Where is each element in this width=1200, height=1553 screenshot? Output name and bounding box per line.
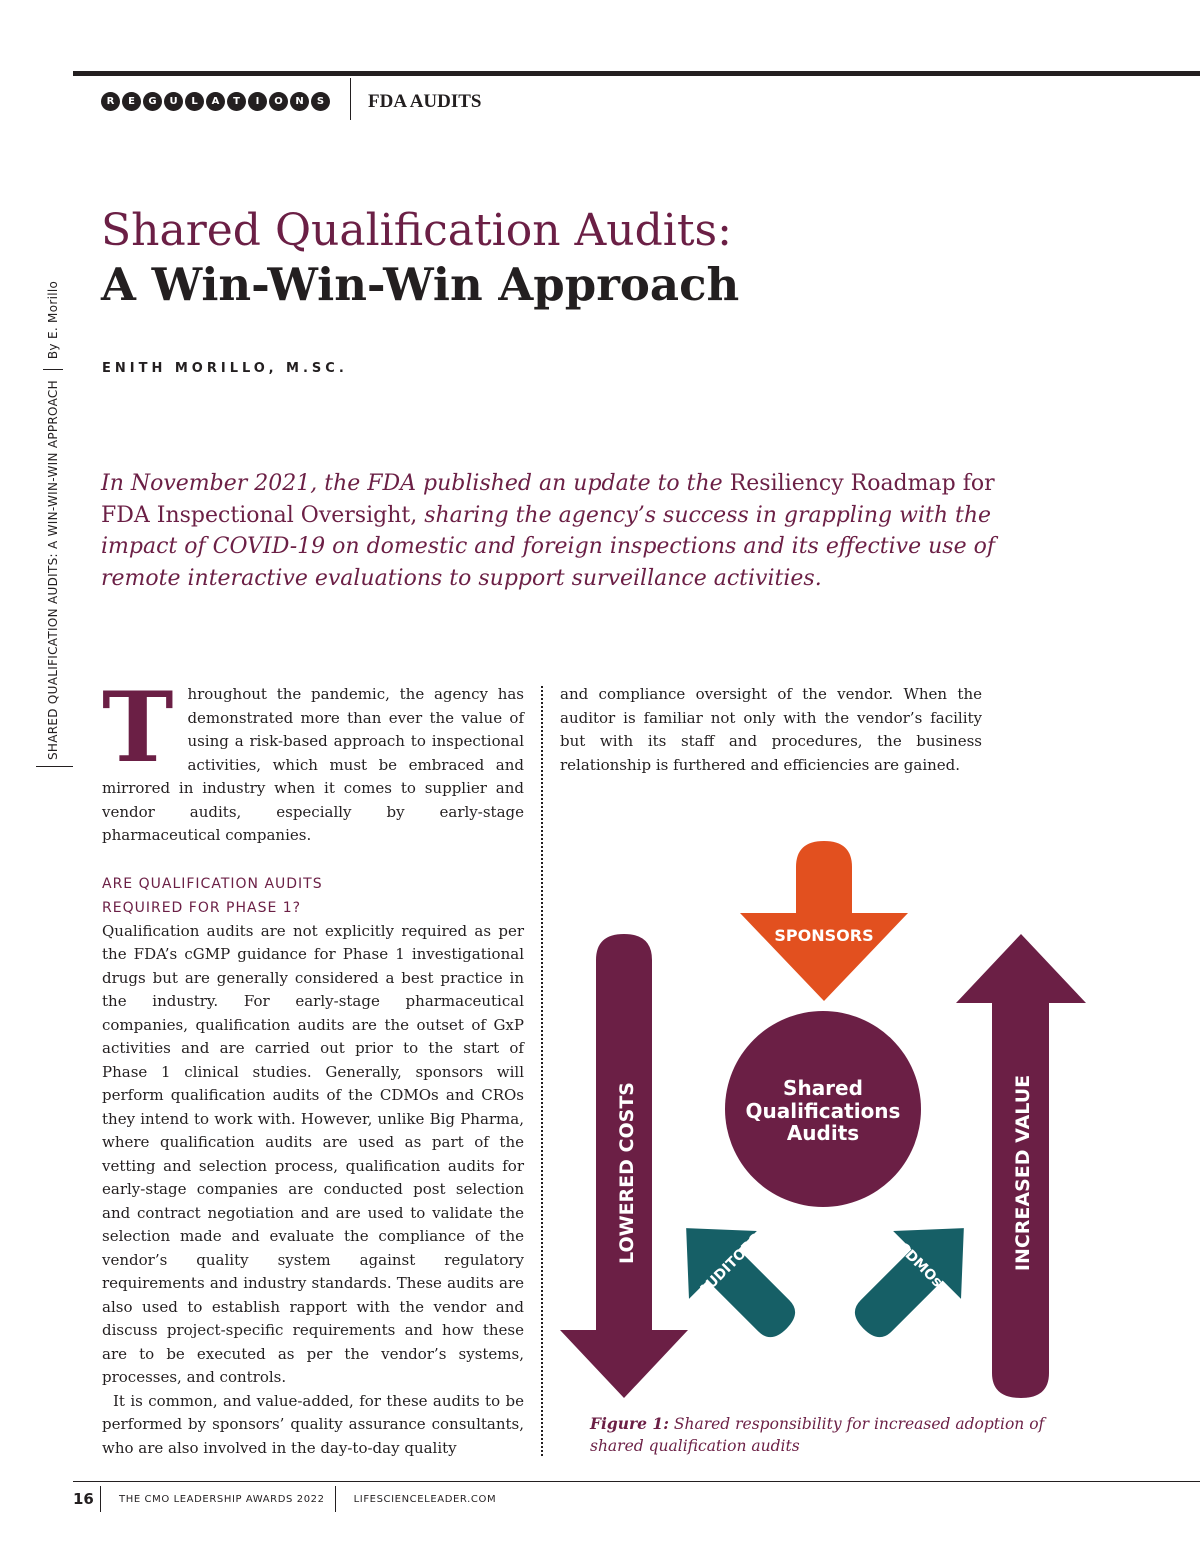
side-rule bbox=[36, 766, 73, 767]
page-number: 16 bbox=[73, 1490, 94, 1508]
section-letter: S bbox=[311, 92, 330, 111]
increased-value-label: INCREASED VALUE bbox=[1012, 1074, 1034, 1272]
running-byline: By E. Morillo bbox=[46, 280, 60, 360]
section-letter: L bbox=[185, 92, 204, 111]
paragraph-1 bbox=[102, 671, 524, 848]
top-rule bbox=[73, 71, 1200, 76]
deck-part2: Resiliency Roadmap for FDA Inspectional Oversight, bbox=[101, 471, 995, 528]
sponsors-label: SPONSORS bbox=[774, 926, 874, 945]
page-footer bbox=[73, 1482, 506, 1516]
lowered-costs-label: LOWERED COSTS bbox=[616, 1082, 638, 1264]
author-name: ENITH MORILLO, M.SC. bbox=[102, 361, 348, 376]
cdmos-label: CDMOs bbox=[894, 1239, 946, 1291]
center-label-line1: Shared bbox=[783, 1076, 863, 1100]
section-letter: A bbox=[206, 92, 225, 111]
running-header-separator bbox=[43, 369, 63, 370]
section-letter: U bbox=[164, 92, 183, 111]
section-label bbox=[101, 92, 330, 111]
footer-website: LIFESCIENCELEADER.COM bbox=[353, 1493, 497, 1505]
sponsors-arrow bbox=[740, 841, 908, 1001]
subhead-line1: ARE QUALIFICATION AUDITS bbox=[102, 875, 323, 892]
running-title: SHARED QUALIFICATION AUDITS: A WIN-WIN-WIN APPROACH bbox=[46, 380, 60, 760]
paragraph-4: and compliance oversight of the vendor. When the auditor is familiar not only with the vendor’s facility but with its staff and procedures, the business relationship is furthered and efficiencies are gained. bbox=[560, 685, 982, 774]
deck-part1: In November 2021, the FDA published an update to the bbox=[101, 471, 723, 496]
section-letter: G bbox=[143, 92, 162, 111]
cdmos-arrow bbox=[829, 1194, 997, 1362]
figure-diagram bbox=[555, 835, 1095, 1405]
figure-caption bbox=[590, 1413, 1070, 1457]
column-divider bbox=[541, 686, 543, 1456]
footer-separator bbox=[100, 1486, 101, 1512]
paragraph-2: Qualification audits are not explicitly required as per the FDA’s cGMP guidance for Phase 1 investigational drugs but are generally considered a best practice in the industry. For early-stage pharmaceutical companies, qualification audits are the outset of GxP activities and are carried out prior to the start of Phase 1 clinical studies. Generally, sponsors will perform qualification audits of the CDMOs and CROs they intend to work with. However, unlike Big Pharma, where qualification audits are used as part of the vetting and selection process, qualification audits for early-stage companies are conducted post selection and contract negotiation and are used to validate the selection made and evaluate the compliance of the vendor’s quality system against regulatory requirements and industry standards. These audits are also used to establish rapport with the vendor and discuss project-specific requirements and how these are to be executed as per the vendor’s systems, processes, and controls. bbox=[102, 921, 524, 1386]
side-running-header bbox=[38, 260, 68, 760]
caption-text: Shared responsibility for increased adoption of shared qualification audits bbox=[590, 1415, 1045, 1455]
paragraph-1-text: hroughout the pandemic, the agency has demonstrated more than ever the value of using a risk-based approach to inspectional activities, which must be embraced and mirrored in industry when it comes to supplier and vendor audits, especially by early-stage pharmaceutical companies. bbox=[102, 685, 524, 844]
section-letter: T bbox=[227, 92, 246, 111]
auditors-label: AUDITORS bbox=[695, 1230, 765, 1300]
article-title-line1: Shared Qualification Audits: bbox=[101, 205, 732, 256]
header-divider bbox=[350, 78, 351, 120]
footer-publication: THE CMO LEADERSHIP AWARDS 2022 bbox=[119, 1493, 325, 1505]
section-letter: R bbox=[101, 92, 120, 111]
center-label-line3: Audits bbox=[786, 1121, 860, 1145]
section-title: FDA AUDITS bbox=[368, 91, 482, 112]
paragraph-3: It is common, and value-added, for these audits to be performed by sponsors’ quality assurance consultants, who are also involved in the day-to-day quality bbox=[102, 1391, 524, 1457]
section-letter: E bbox=[122, 92, 141, 111]
section-letter: I bbox=[248, 92, 267, 111]
subhead bbox=[102, 872, 524, 920]
article-title-line2: A Win-Win-Win Approach bbox=[101, 258, 740, 311]
body-column-left bbox=[102, 671, 524, 1460]
section-letter: O bbox=[269, 92, 288, 111]
caption-label: Figure 1: bbox=[590, 1414, 669, 1433]
section-letter: N bbox=[290, 92, 309, 111]
article-deck bbox=[101, 468, 1001, 594]
deck-part3: sharing the agency’s success in grappling with the impact of COVID-19 on domestic and foreign inspections and its effective use of remote interactive evaluations to support surveillance activities. bbox=[101, 502, 995, 591]
subhead-line2: REQUIRED FOR PHASE 1? bbox=[102, 899, 302, 916]
drop-cap: T bbox=[102, 671, 174, 784]
body-column-right bbox=[560, 683, 982, 777]
footer-separator bbox=[335, 1486, 336, 1512]
center-label-line2: Qualifications bbox=[745, 1099, 901, 1123]
